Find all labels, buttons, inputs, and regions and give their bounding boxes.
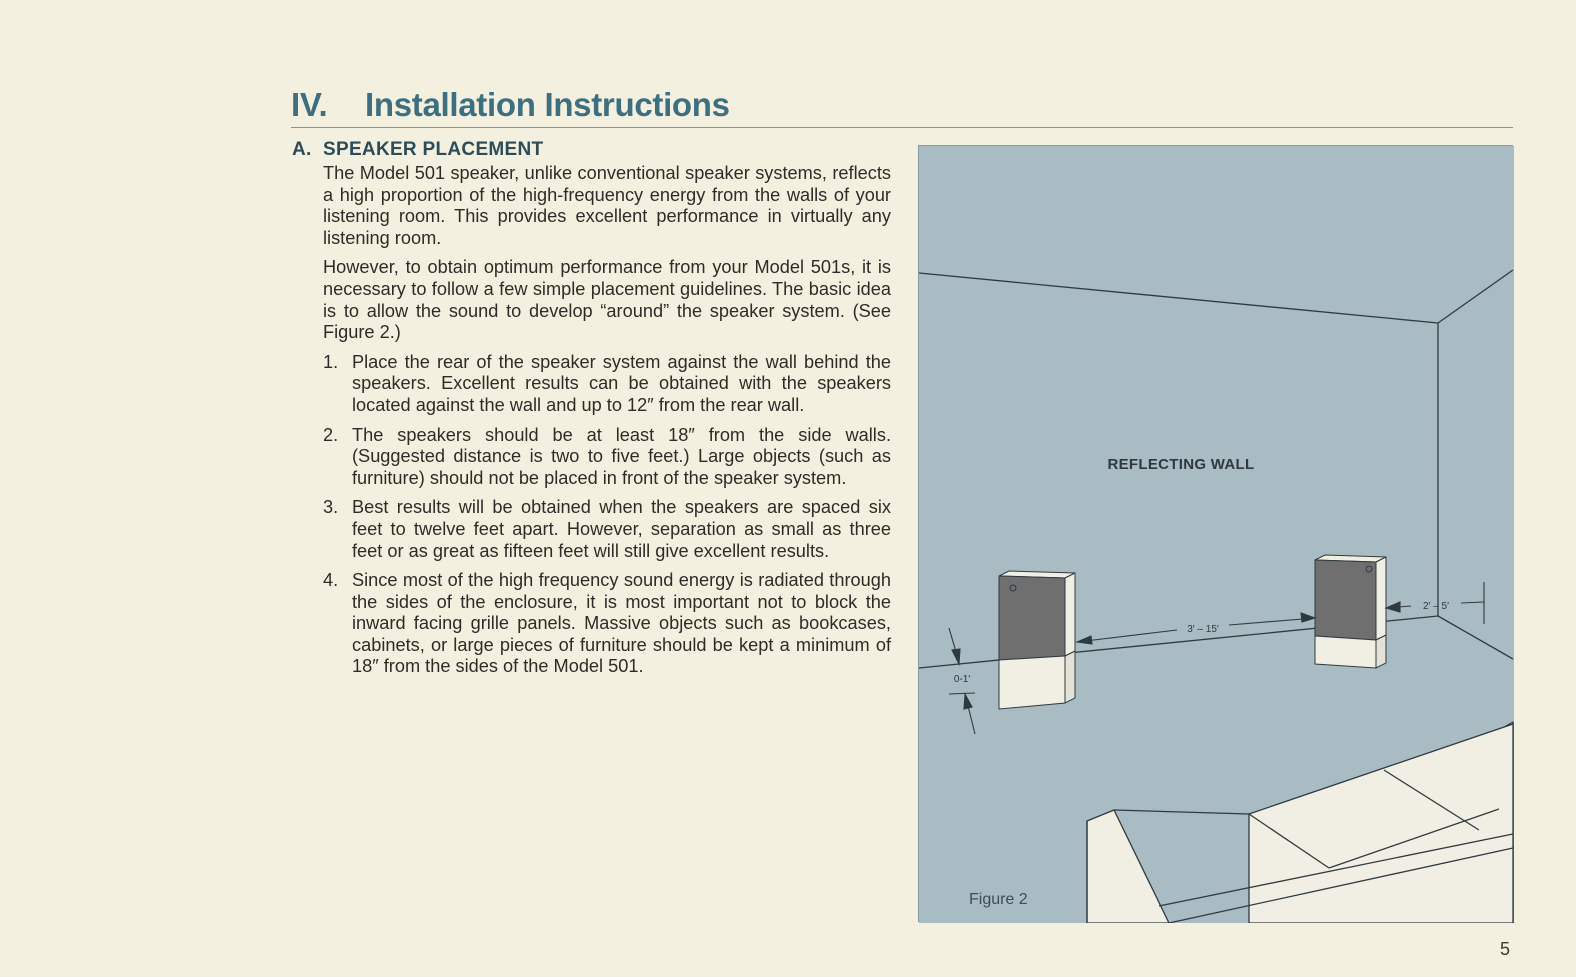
- right-speaker: [1315, 555, 1386, 668]
- figure-caption: Figure 2: [969, 891, 1028, 908]
- heading-rule: [291, 127, 1513, 128]
- list-item-number: 1.: [323, 351, 339, 372]
- paragraph: The Model 501 speaker, unlike conventional speaker systems, reflects a high proportion of the high-frequency energy from the walls of your listening room. This provides excellent performance in virtually any listening room.: [323, 163, 891, 248]
- left-speaker: [999, 571, 1075, 709]
- list-item-number: 4.: [323, 570, 339, 591]
- list-item: [323, 497, 891, 562]
- list-item-number: 2.: [323, 424, 339, 445]
- section-number: IV.: [291, 86, 328, 123]
- list-item-number: 3.: [323, 497, 339, 518]
- reflecting-wall-label: REFLECTING WALL: [1107, 456, 1255, 473]
- figure-2-room-diagram: [918, 145, 1513, 922]
- side-wall-dimension-label: 2′ – 5′: [1423, 601, 1449, 612]
- page-number: 5: [1500, 939, 1511, 959]
- paragraph: However, to obtain optimum performance from your Model 501s, it is necessary to follow a few simple placement guidelines. The basic idea is to allow the sound to develop “around” the speaker system. (See Figure 2.): [323, 257, 891, 343]
- placement-guidelines-list: [323, 352, 891, 678]
- list-item: [323, 425, 891, 490]
- subsection-letter: A.: [292, 139, 312, 160]
- list-item-text: Since most of the high frequency sound energy is radiated through the sides of the enclosure, it is most important not to block the inward facing grille panels. Massive objects such as bookcases, cabinets, or large pieces of furniture should be kept a minimum of 18″ from the sides of the Model 501.: [352, 570, 891, 677]
- spacing-dimension-label: 3′ – 15′: [1187, 624, 1219, 635]
- list-item-text: Best results will be obtained when the speakers are spaced six feet to twelve feet apart. However, separation as small as three feet or as great as fifteen feet will still give excellent results.: [352, 497, 891, 561]
- list-item: [323, 570, 891, 678]
- list-item-text: Place the rear of the speaker system against the wall behind the speakers. Excellent results can be obtained with the speakers located against the wall and up to 12″ from the rear wall.: [352, 351, 891, 415]
- subsection-title: SPEAKER PLACEMENT: [323, 139, 544, 160]
- rear-wall-dimension-label: 0-1′: [953, 674, 971, 685]
- subsection-heading: [292, 139, 543, 161]
- section-heading: [291, 86, 730, 124]
- room-illustration: [919, 146, 1514, 923]
- section-title: Installation Instructions: [365, 86, 730, 123]
- list-item-text: The speakers should be at least 18″ from the side walls. (Suggested distance is two to five feet.) Large objects (such as furniture) should not be placed in front of the speaker system.: [352, 424, 891, 488]
- body-text: [323, 163, 891, 686]
- list-item: [323, 352, 891, 417]
